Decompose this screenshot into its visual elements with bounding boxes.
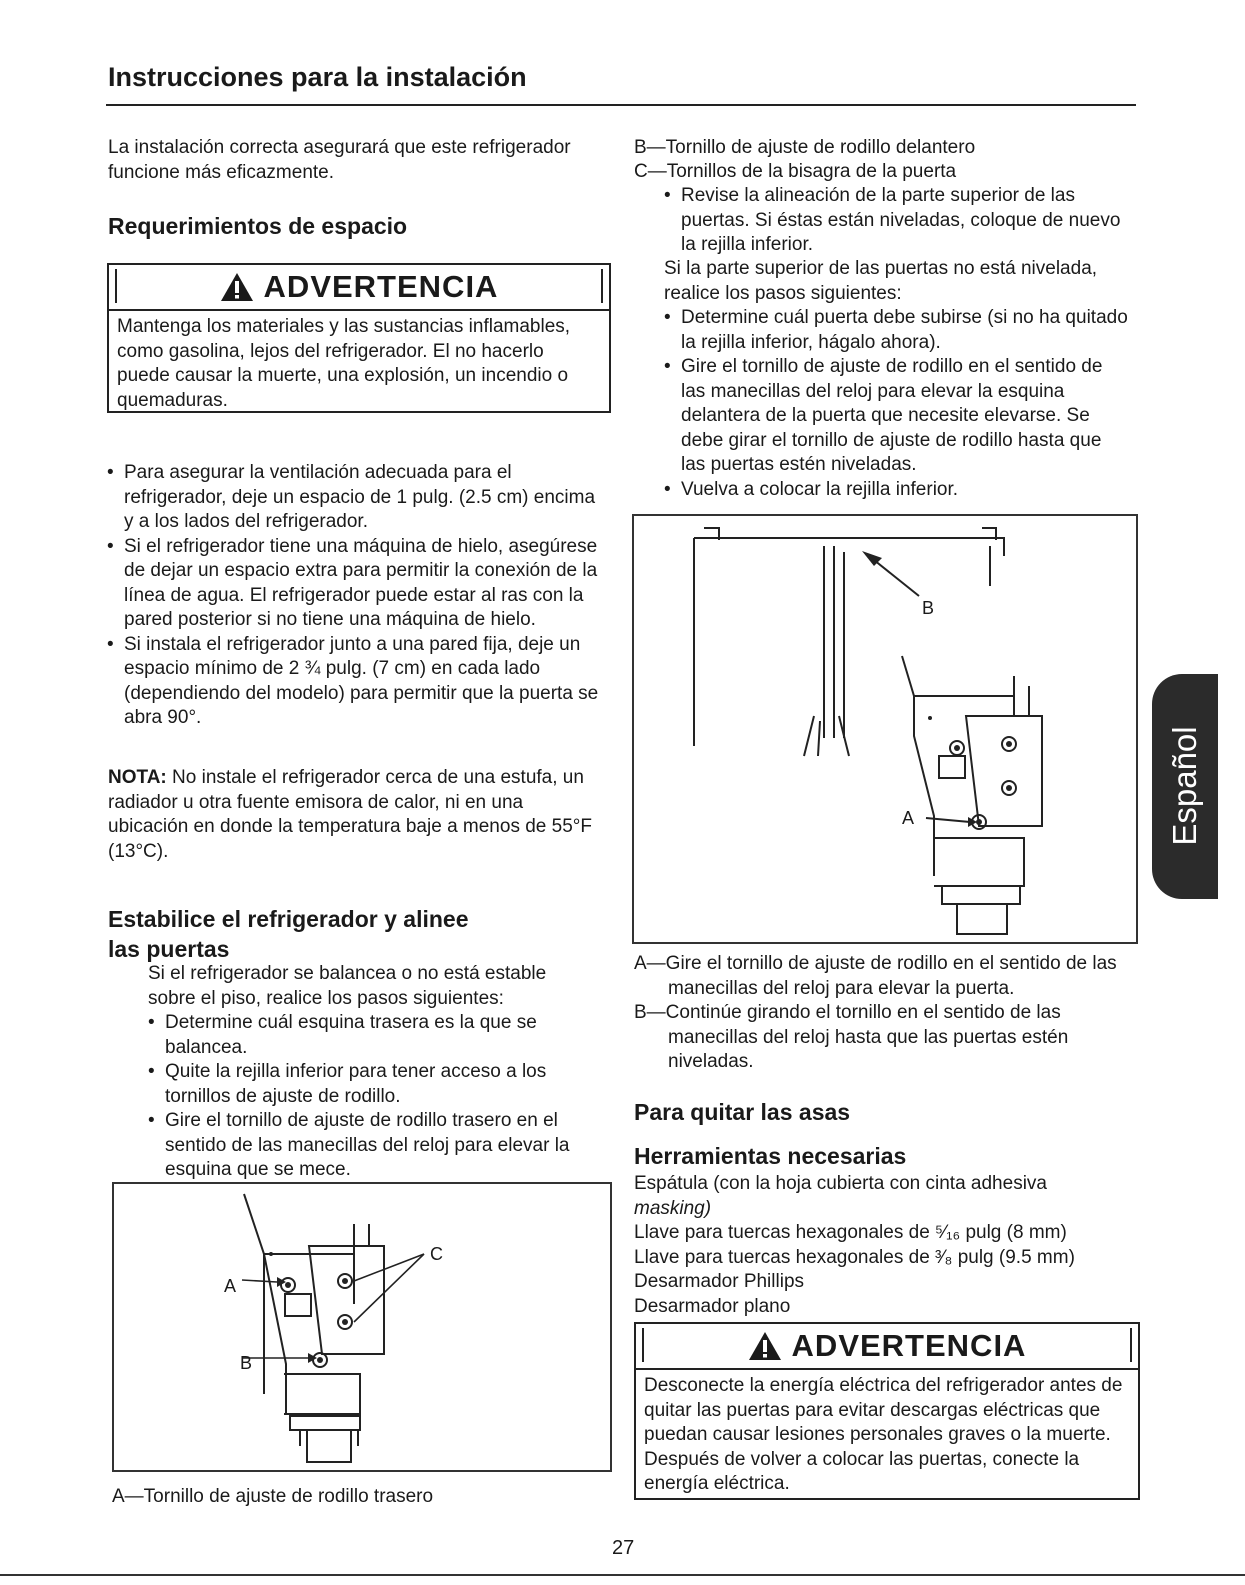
warning-title: ADVERTENCIA <box>263 269 499 304</box>
stabilize-heading-line2: las puertas <box>108 936 230 962</box>
tool-item: Llave para tuercas hexagonales de ³⁄₈ pulg (9.5 mm) <box>634 1246 1075 1268</box>
stabilize-heading-line1: Estabilice el refrigerador y alinee <box>108 906 469 932</box>
diagram-rear-roller <box>112 1182 612 1472</box>
figure1-label-b: B <box>240 1353 253 1373</box>
caption-b-front-roller: B—Tornillo de ajuste de rodillo delantero <box>634 137 976 158</box>
figure2-captions <box>634 952 1124 1075</box>
list-item: • Vuelva a colocar la rejilla inferior. <box>664 478 1129 503</box>
roller-bracket-illustration <box>114 1184 610 1470</box>
intro-text: La instalación correcta asegurará que este refrigerador funcione más eficazmente. <box>108 137 571 183</box>
list-item: • Revise la alineación de la parte superior de las puertas. Si éstas están niveladas, coloque de nuevo la rejilla inferior. <box>664 184 1124 258</box>
list-item: • Gire el tornillo de ajuste de rodillo trasero en el sentido de las manecillas del reloj para elevar la esquina que se mece. <box>148 1109 598 1183</box>
space-heading: Requerimientos de espacio <box>108 213 408 239</box>
warning-triangle-icon <box>748 1331 782 1361</box>
adjust-door-bullets <box>664 306 1129 502</box>
figure2-caption-a: A—Gire el tornillo de ajuste de rodillo en el sentido de las manecillas del reloj para elevar la puerta. <box>634 953 1117 999</box>
tools-heading: Herramientas necesarias <box>634 1143 907 1169</box>
tools-list <box>634 1172 1134 1319</box>
bottom-rule <box>0 1574 1245 1576</box>
language-tab-label: Español <box>1166 726 1203 846</box>
warning-header <box>636 1324 1138 1370</box>
warning-triangle-icon <box>220 272 254 302</box>
door-alignment-illustration <box>634 516 1136 942</box>
warning-box-electrical <box>634 1322 1140 1500</box>
tool-item: Desarmador Phillips <box>634 1271 805 1292</box>
note-text: No instale el refrigerador cerca de una estufa, un radiador u otra fuente emisora de calor, ni en una ubicación en donde la temperatura baje a menos de 55°F (13°C). <box>108 767 592 862</box>
warning-body: Mantenga los materiales y las sustancias inflamables, como gasolina, lejos del refrigerador. El no hacerlo puede causar la muerte, una explosión, un incendio o quemaduras. <box>117 316 571 411</box>
tool-item: Espátula (con la hoja cubierta con cinta adhesiva <box>634 1173 1047 1194</box>
tool-item: Desarmador plano <box>634 1295 791 1317</box>
if-not-level-text: Si la parte superior de las puertas no está nivelada, realice los pasos siguientes: <box>664 258 1098 304</box>
warning-box-flammables <box>107 263 611 413</box>
figure1-label-c: C <box>430 1244 443 1264</box>
list-item: • Para asegurar la ventilación adecuada para el refrigerador, deje un espacio de 1 pulg. (2.5 cm) encima y a los lados del refrigerador. <box>107 461 602 535</box>
figure1-caption-a: A—Tornillo de ajuste de rodillo trasero <box>112 1486 434 1507</box>
note-paragraph <box>108 766 603 864</box>
page-title: Instrucciones para la instalación <box>108 62 527 92</box>
handles-heading: Para quitar las asas <box>634 1099 851 1125</box>
space-bullets <box>107 461 602 731</box>
figure1-label-a: A <box>224 1276 237 1296</box>
tool-item: masking) <box>634 1197 712 1219</box>
list-item: • Si instala el refrigerador junto a una pared fija, deje un espacio mínimo de 2 ¾ pulg. (7 cm) en cada lado (dependiendo del modelo) para permitir que la puerta se abra 90°. <box>107 633 602 731</box>
note-label: NOTA: <box>108 767 167 788</box>
warning-header <box>109 265 609 311</box>
stabilize-intro: Si el refrigerador se balancea o no está estable sobre el piso, realice los pasos siguientes: <box>148 963 547 1009</box>
tool-item: Llave para tuercas hexagonales de ⁵⁄₁₆ pulg (8 mm) <box>634 1222 1067 1243</box>
figure2-label-b: B <box>922 598 935 618</box>
caption-c-hinge-screws: C—Tornillos de la bisagra de la puerta <box>634 161 957 182</box>
figure2-label-a: A <box>902 808 915 828</box>
title-rule <box>106 104 1136 106</box>
list-item: • Quite la rejilla inferior para tener acceso a los tornillos de ajuste de rodillo. <box>148 1060 598 1109</box>
page-number: 27 <box>612 1537 635 1559</box>
list-item: • Determine cuál puerta debe subirse (si no ha quitado la rejilla inferior, hágalo ahora). <box>664 306 1129 355</box>
warning-body: Desconecte la energía eléctrica del refrigerador antes de quitar las puertas para evitar descargas eléctricas que puedan causar lesiones personales graves o la muerte. Después de volver a colocar las puertas, conecte la energía eléctrica. <box>644 1375 1123 1494</box>
list-item: • Si el refrigerador tiene una máquina de hielo, asegúrese de dejar un espacio extra para permitir la conexión de la línea de agua. El refrigerador puede estar al ras con la pared posterior si no tiene una máquina de hielo. <box>107 535 602 633</box>
check-alignment-bullets <box>664 184 1124 258</box>
stabilize-bullets <box>148 1011 598 1183</box>
warning-title: ADVERTENCIA <box>791 1328 1027 1363</box>
list-item: • Determine cuál esquina trasera es la que se balancea. <box>148 1011 598 1060</box>
figure2-caption-b: B—Continúe girando el tornillo en el sentido de las manecillas del reloj hasta que las puertas estén niveladas. <box>634 1002 1069 1072</box>
language-side-tab <box>1152 674 1218 899</box>
list-item: • Gire el tornillo de ajuste de rodillo en el sentido de las manecillas del reloj para elevar la esquina delantera de la puerta que necesite elevarse. Se debe girar el tornillo de ajuste de rodillo hasta que las puertas estén niveladas. <box>664 355 1129 478</box>
diagram-door-alignment <box>632 514 1138 944</box>
